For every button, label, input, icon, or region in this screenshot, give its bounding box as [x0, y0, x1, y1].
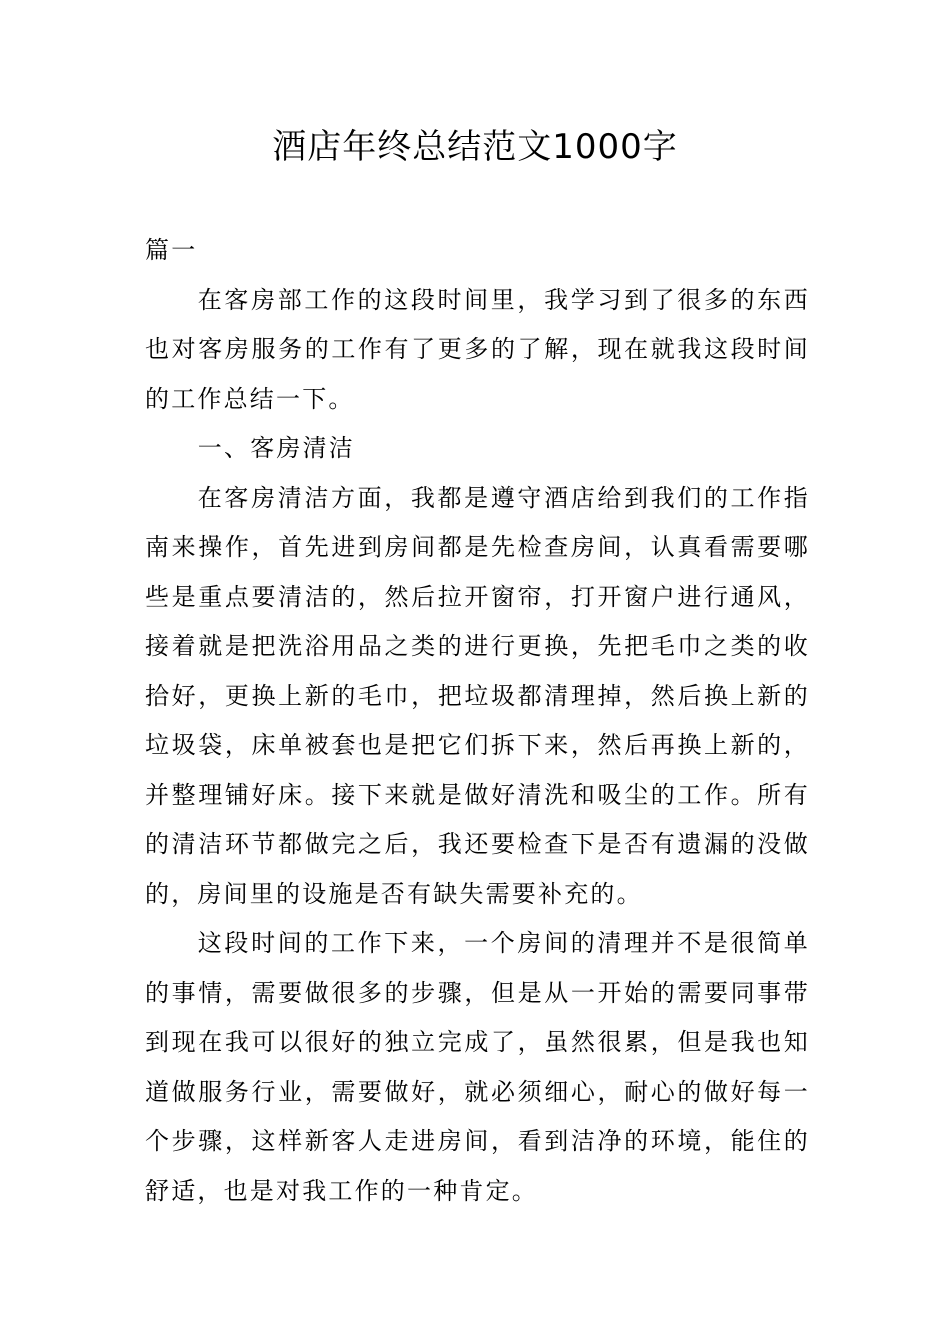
section-heading: 一、客房清洁 [197, 434, 355, 462]
part-label: 篇一 [145, 236, 198, 264]
document-body [145, 226, 810, 1216]
paragraph-reflection: 这段时间的工作下来，一个房间的清理并不是很简单的事情，需要做很多的步骤，但是从一开始的需要同事带到现在我可以很好的独立完成了，虽然很累，但是我也知道做服务行业，需要做好，就必须细心，耐心的做好每一个步骤，这样新客人走进房间，看到洁净的环境，能住的舒适，也是对我工作的一种肯定。 [145, 929, 810, 1205]
paragraph-intro: 在客房部工作的这段时间里，我学习到了很多的东西也对客房服务的工作有了更多的了解，现在就我这段时间的工作总结一下。 [145, 285, 810, 413]
document-title: 酒店年终总结范文1000字 [272, 127, 678, 167]
paragraph-cleaning: 在客房清洁方面，我都是遵守酒店给到我们的工作指南来操作，首先进到房间都是先检查房间，认真看需要哪些是重点要清洁的，然后拉开窗帘，打开窗户进行通风，接着就是把洗浴用品之类的进行更换，先把毛巾之类的收拾好，更换上新的毛巾，把垃圾都清理掉，然后换上新的垃圾袋，床单被套也是把它们拆下来，然后再换上新的，并整理铺好床。接下来就是做好清洗和吸尘的工作。所有的清洁环节都做完之后，我还要检查下是否有遗漏的没做的，房间里的设施是否有缺失需要补充的。 [145, 483, 810, 908]
